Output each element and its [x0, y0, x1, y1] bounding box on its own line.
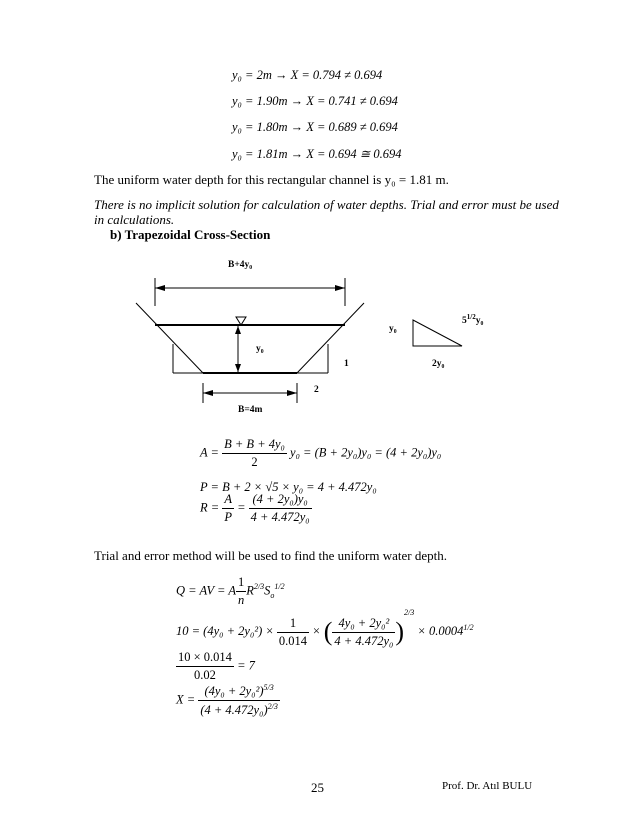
- bottom-width-left-arrow: [203, 390, 213, 396]
- top-width-right-arrow: [335, 285, 345, 291]
- manning-equation: Q = AV = A $\frac{1}{n}$ $R^{2/3}S_o^{1/2}$: [176, 575, 285, 607]
- note-text-line-1: There is no implicit solution for calculation of water depths. Trial and error must be used: [94, 197, 559, 212]
- note-text-line-2: in calculations.: [94, 212, 175, 227]
- manning-ratio-equation: $\frac{10 \times 0.014}{0.02}$ = 7: [178, 650, 255, 682]
- area-equation: A = $\frac{\text{B + B + 4y₀}}{2}$ y₀ = (B + 2y₀)y₀ = (4 + 2y₀)y₀: [200, 437, 442, 469]
- side-slope-horizontal-label: 2: [314, 385, 319, 395]
- trial-line-4: y₀ = 1.81m → X = 0.694 ≅ 0.694: [232, 147, 402, 161]
- x-definition-equation: X = $\frac{(4y_0 + 2y_0^2)^{5/3}}{(4 + 4.472y_0)^{2/3}}$: [176, 683, 278, 718]
- perimeter-equation: P = B + 2 × √5 × y₀ = 4 + 4.472y₀: [200, 480, 377, 494]
- triangle-vertical-label: y₀: [389, 324, 397, 334]
- result-text: The uniform water depth for this rectangular channel is y₀ = 1.81 m.: [94, 172, 449, 187]
- depth-label: y₀: [256, 344, 264, 354]
- trial-method-text: Trial and error method will be used to find the uniform water depth.: [94, 548, 447, 563]
- side-slope-vertical-label: 1: [344, 359, 349, 369]
- bottom-width-label: B=4m: [238, 405, 263, 415]
- right-bank: [297, 303, 364, 373]
- radius-equation: R = $\frac{A}{P}$ = $\frac{\text{(4 + 2y₀)y₀}}{\text{4 + 4.472y₀}}$: [200, 492, 310, 524]
- footer-author: Prof. Dr. Atıl BULU: [442, 780, 533, 792]
- depth-arrow-top: [235, 326, 241, 334]
- triangle-horizontal-label: 2y₀: [432, 359, 445, 369]
- trial-line-2: y₀ = 1.90m → X = 0.741 ≠ 0.694: [232, 94, 398, 108]
- top-width-left-arrow: [155, 285, 165, 291]
- left-bank: [136, 303, 203, 373]
- slope-triangle: [413, 320, 462, 346]
- trial-line-1: y₀ = 2m → X = 0.794 ≠ 0.694: [232, 68, 383, 82]
- depth-arrow-bottom: [235, 364, 241, 372]
- bottom-width-right-arrow: [287, 390, 297, 396]
- manning-substituted-equation: 10 = (4y₀ + 2y₀²) × $\frac{1}{0.014}$ × ( $\frac{\text{4y₀ + 2y₀²}}{\text{4 + 4.472y₀}}$ )$^{2/3} \times 0.0004^{1/2}$: [176, 608, 474, 648]
- trial-line-3: y₀ = 1.80m → X = 0.689 ≠ 0.694: [232, 120, 398, 134]
- page-number: 25: [311, 780, 324, 795]
- water-surface-triangle-icon: [236, 317, 246, 325]
- triangle-hypotenuse-label: $5^{1/2}y_0$: [462, 313, 484, 327]
- top-width-label: B+4y₀: [228, 260, 253, 270]
- section-heading: b) Trapezoidal Cross-Section: [110, 227, 271, 242]
